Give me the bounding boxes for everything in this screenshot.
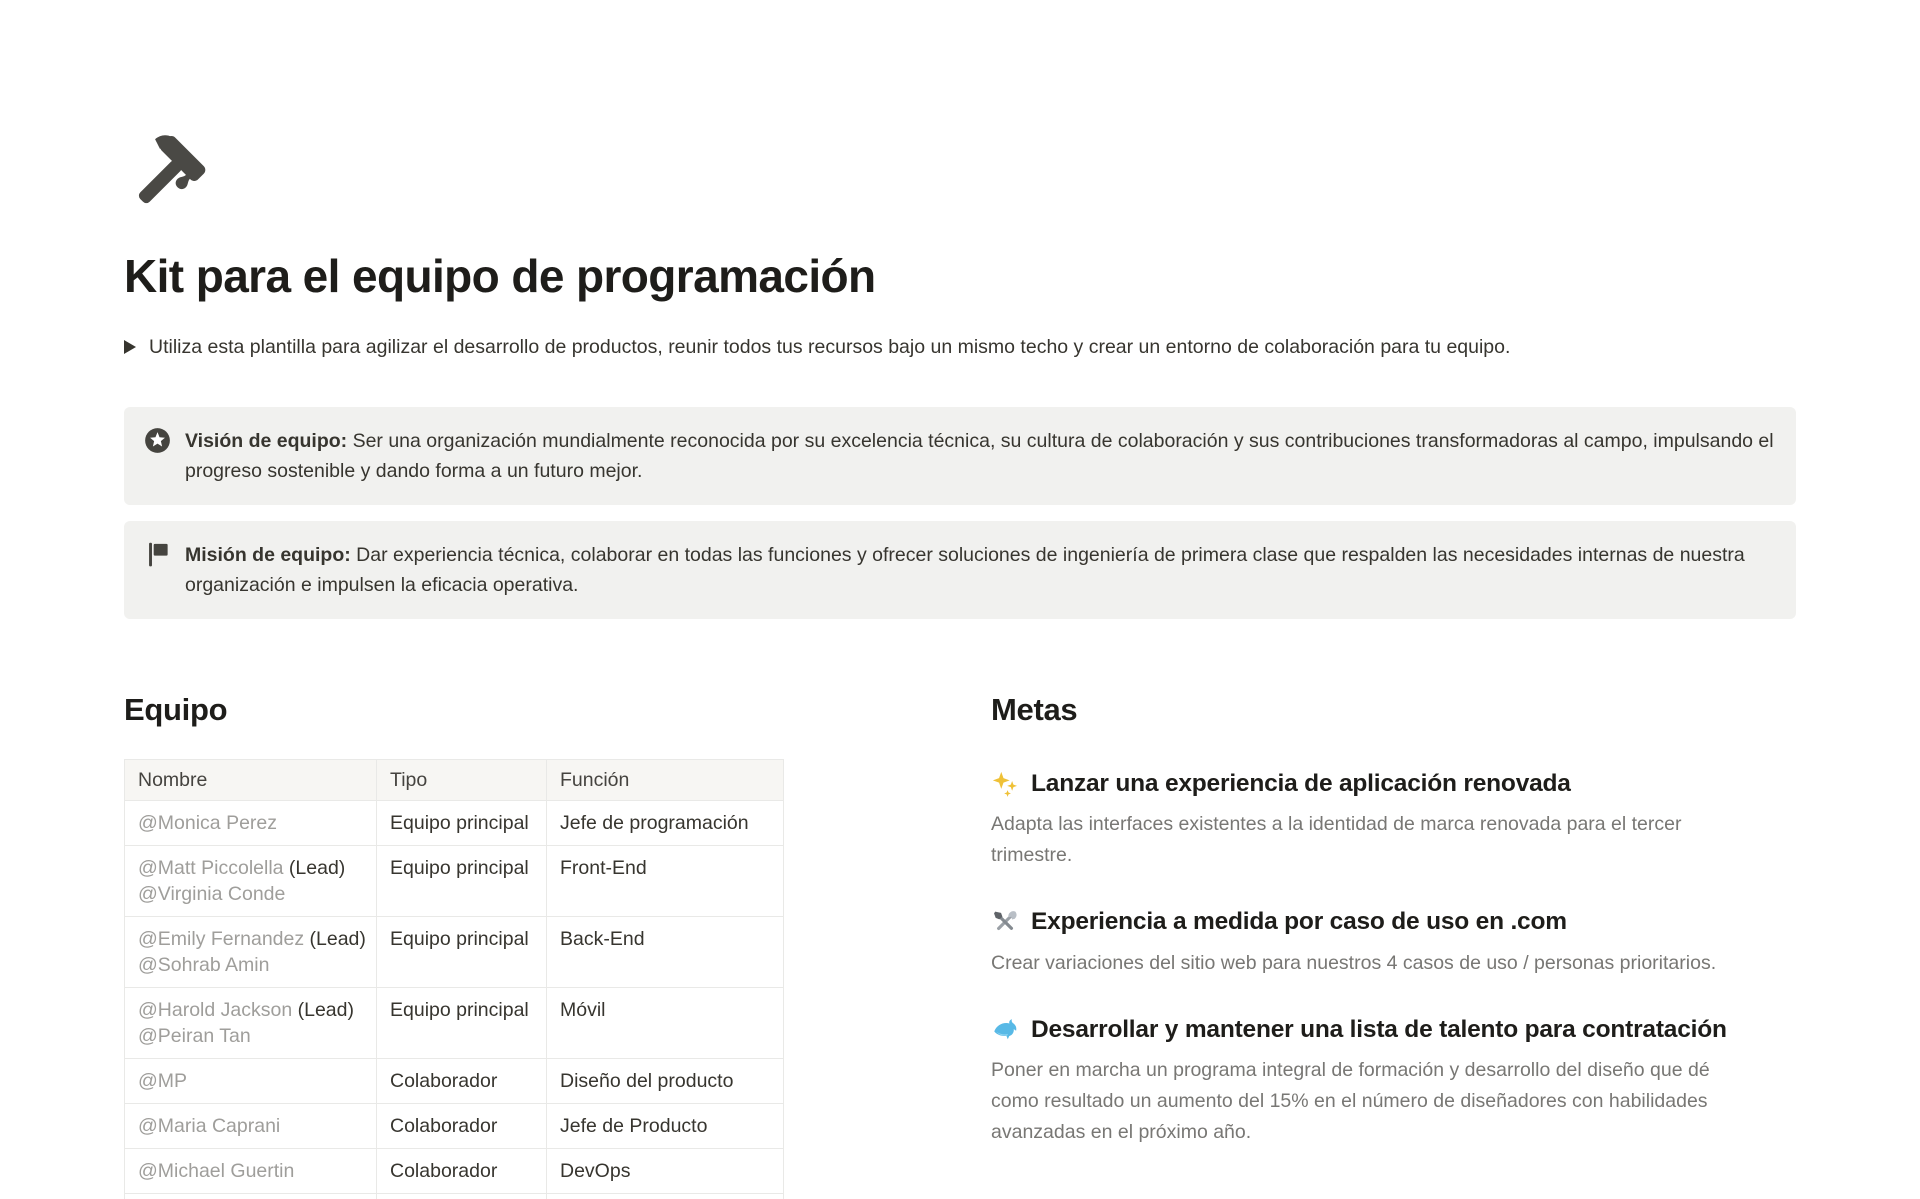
- table-row: [125, 987, 784, 1058]
- table-row: [125, 1103, 784, 1148]
- cell-tipo[interactable]: Equipo principal: [377, 987, 547, 1058]
- cell-nombre[interactable]: [125, 1058, 377, 1103]
- page-title: Kit para el equipo de programación: [124, 250, 876, 302]
- user-mention[interactable]: @Michael Guertin: [138, 1159, 295, 1182]
- metas-heading: Metas: [991, 692, 1078, 728]
- goal-title-text: Lanzar una experiencia de aplicación renovada: [1031, 769, 1571, 797]
- cell-tipo[interactable]: Equipo principal: [377, 845, 547, 916]
- dolphin-icon: [991, 1016, 1019, 1044]
- user-mention[interactable]: @Harold Jackson: [138, 998, 293, 1021]
- column-metas: [991, 691, 1796, 1199]
- cell-funcion[interactable]: Móvil: [547, 987, 784, 1058]
- cell-funcion[interactable]: Front-End: [547, 845, 784, 916]
- callout-vision-label: Visión de equipo:: [185, 430, 348, 453]
- table-row: [125, 916, 784, 987]
- goal-item: [991, 769, 1796, 872]
- goal-item: [991, 907, 1796, 979]
- sparkles-icon: [991, 770, 1019, 798]
- hammer-icon[interactable]: [124, 132, 210, 218]
- table-header-row: [125, 759, 784, 800]
- user-mention[interactable]: @Emily Fernandez: [138, 927, 305, 950]
- goal-description: Poner en marcha un programa integral de formación y desarrollo del diseño que dé como resultado un aumento del 15% en el número de diseñadores con habilidades avanzadas en el próximo año.: [991, 1059, 1710, 1144]
- cell-funcion[interactable]: Jefe de programación: [547, 800, 784, 845]
- callout-mission: [124, 521, 1796, 619]
- black-flag-icon: [144, 541, 171, 568]
- header-nombre[interactable]: Nombre: [125, 759, 377, 800]
- table-row: [125, 800, 784, 845]
- header-tipo[interactable]: Tipo: [377, 759, 547, 800]
- hammer-and-wrench-icon: [991, 908, 1019, 936]
- callout-mission-text: Misión de equipo: Dar experiencia técnica, colaborar en todas las funciones y ofrecer soluciones de ingeniería de primera clase que respalden las necesidades internas de nuestra organización e impulsen la eficacia operativa.: [185, 544, 1745, 597]
- triangle-right-icon[interactable]: [124, 340, 136, 354]
- table-row-partial: [125, 1193, 784, 1199]
- goal-title: [991, 769, 1796, 800]
- team-table: [124, 759, 784, 1199]
- toggle-block: [124, 332, 1796, 362]
- callout-vision: [124, 407, 1796, 505]
- cell-funcion[interactable]: Diseño del producto: [547, 1058, 784, 1103]
- toggle-text: Utiliza esta plantilla para agilizar el desarrollo de productos, reunir todos tus recursos bajo un mismo techo y crear un entorno de colaboración para tu equipo.: [149, 336, 1511, 359]
- user-mention[interactable]: @Peiran Tan: [138, 1024, 251, 1047]
- cell-funcion[interactable]: [547, 1193, 784, 1199]
- cell-tipo[interactable]: Colaborador: [377, 1148, 547, 1193]
- table-row: [125, 845, 784, 916]
- user-mention[interactable]: @MP: [138, 1069, 188, 1092]
- callout-vision-text: Visión de equipo: Ser una organización mundialmente reconocida por su excelencia técnica, su cultura de colaboración y sus contribuciones transformadoras al campo, impulsando el progreso sostenible y dando forma a un futuro mejor.: [185, 430, 1774, 483]
- table-row: [125, 1148, 784, 1193]
- cell-tipo[interactable]: Equipo principal: [377, 800, 547, 845]
- column-equipo: [124, 691, 991, 1199]
- goal-title-text: Desarrollar y mantener una lista de talento para contratación: [1031, 1015, 1727, 1043]
- user-mention[interactable]: @Virginia Conde: [138, 882, 286, 905]
- cell-nombre[interactable]: @Matt Piccolella (Lead) @Virginia Conde: [125, 845, 377, 916]
- cell-nombre[interactable]: [125, 800, 377, 845]
- cell-tipo[interactable]: Colaborador: [377, 1103, 547, 1148]
- star-circle-icon: [144, 427, 171, 454]
- user-mention[interactable]: @Monica Perez: [138, 811, 278, 834]
- cell-nombre[interactable]: [125, 1148, 377, 1193]
- columns: [124, 691, 1796, 1199]
- user-mention[interactable]: @Matt Piccolella: [138, 856, 284, 879]
- cell-nombre[interactable]: @Harold Jackson (Lead) @Peiran Tan: [125, 987, 377, 1058]
- goal-description: Crear variaciones del sitio web para nuestros 4 casos de uso / personas prioritarios.: [991, 951, 1717, 974]
- table-row: [125, 1058, 784, 1103]
- goal-title: [991, 1015, 1796, 1046]
- goal-title-text: Experiencia a medida por caso de uso en .com: [1031, 908, 1567, 936]
- callout-mission-label: Misión de equipo:: [185, 544, 351, 567]
- cell-funcion[interactable]: Jefe de Producto: [547, 1103, 784, 1148]
- goal-description: Adapta las interfaces existentes a la identidad de marca renovada para el tercer trimestre.: [991, 813, 1682, 867]
- goal-item: [991, 1015, 1796, 1149]
- cell-tipo[interactable]: [377, 1193, 547, 1199]
- equipo-heading: Equipo: [124, 692, 228, 728]
- goal-title: [991, 907, 1796, 938]
- cell-nombre[interactable]: [125, 1103, 377, 1148]
- cell-nombre[interactable]: [125, 1193, 377, 1199]
- header-funcion[interactable]: Función: [547, 759, 784, 800]
- user-mention[interactable]: @Sohrab Amin: [138, 953, 270, 976]
- user-mention[interactable]: @Maria Caprani: [138, 1114, 281, 1137]
- cell-funcion[interactable]: Back-End: [547, 916, 784, 987]
- cell-tipo[interactable]: Equipo principal: [377, 916, 547, 987]
- cell-tipo[interactable]: Colaborador: [377, 1058, 547, 1103]
- cell-nombre[interactable]: @Emily Fernandez (Lead) @Sohrab Amin: [125, 916, 377, 987]
- cell-funcion[interactable]: DevOps: [547, 1148, 784, 1193]
